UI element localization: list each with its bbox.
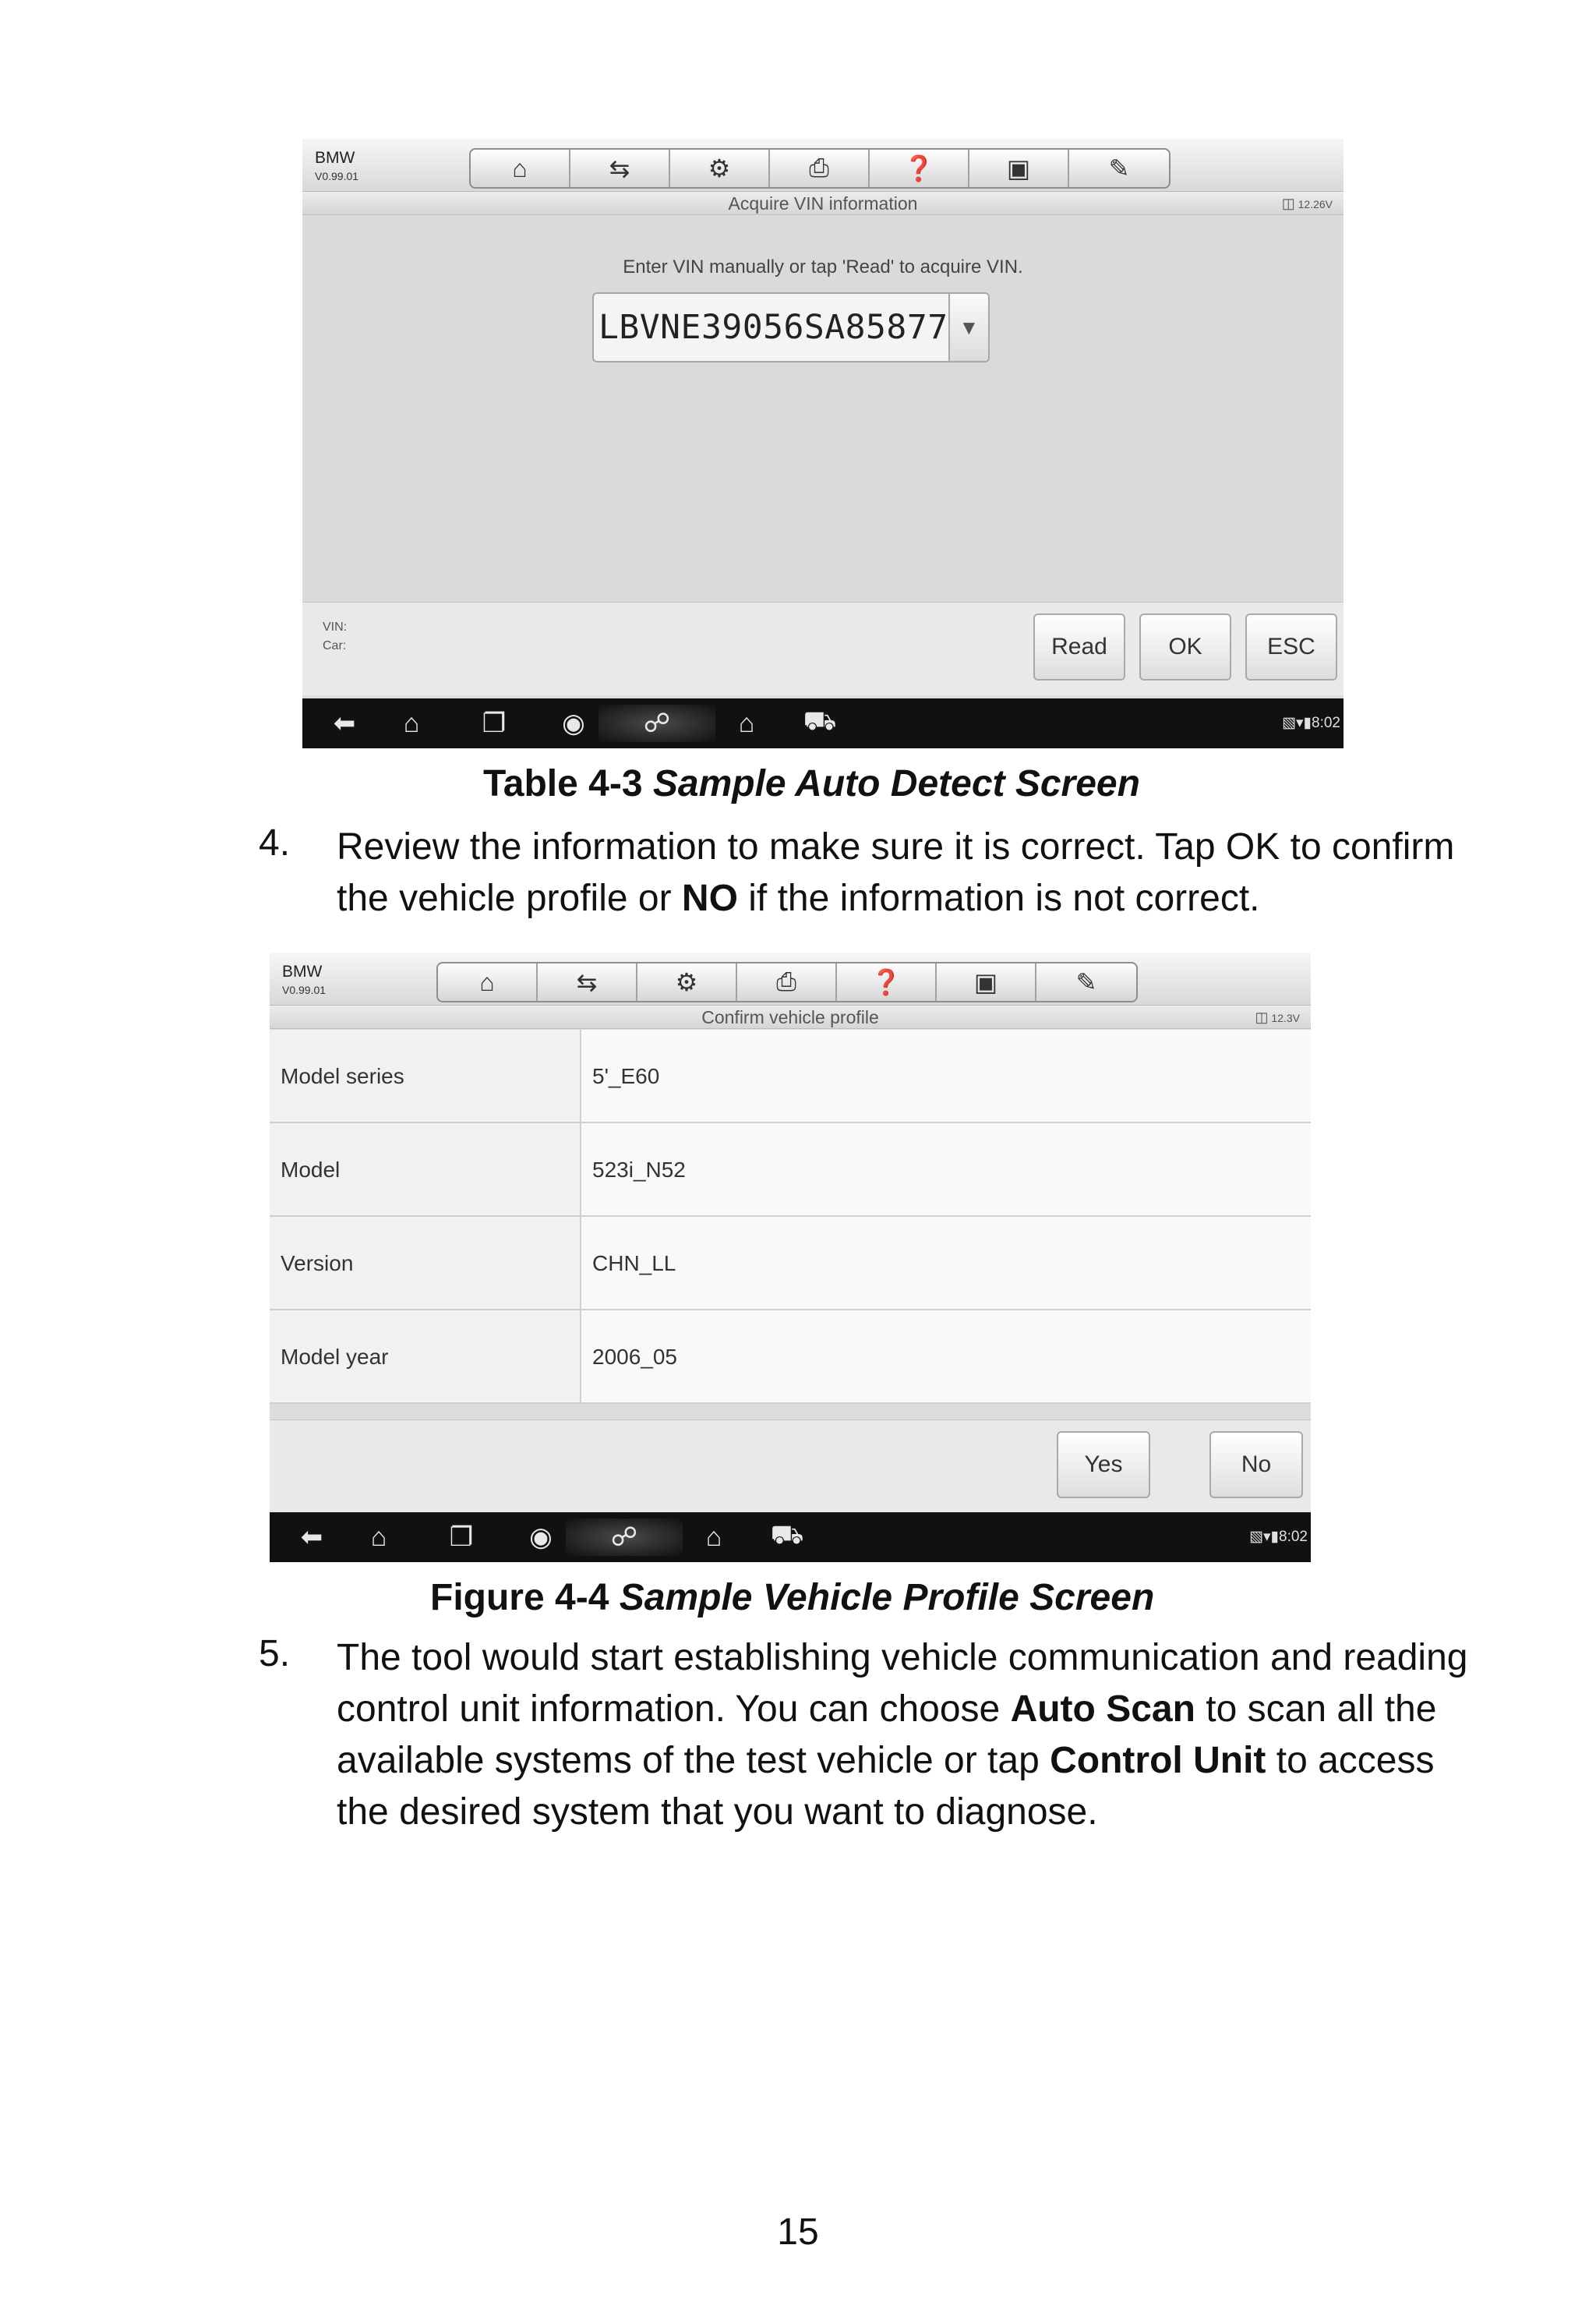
table-row	[270, 1217, 1311, 1310]
brand-block	[282, 963, 326, 995]
vehicle-profile-screenshot	[270, 953, 1311, 1562]
caption-number: Table 4-3	[483, 763, 643, 804]
back-icon[interactable]: ⬅	[300, 1522, 323, 1552]
caption-title: Sample Vehicle Profile Screen	[619, 1577, 1155, 1618]
text-run: control unit information. You can choose	[337, 1688, 1011, 1730]
caption-number: Figure 4-4	[430, 1577, 609, 1618]
vin-value[interactable]: LBVNE39056SA85877	[598, 308, 948, 347]
battery-voltage	[1255, 1006, 1301, 1030]
screen-title: Acquire VIN information	[728, 193, 918, 214]
vehicle-icon[interactable]: ⛟	[803, 706, 837, 736]
caption-title: Sample Auto Detect Screen	[652, 763, 1140, 804]
row-key: Model series	[270, 1030, 581, 1122]
clock: 8:02	[1312, 715, 1340, 731]
save-icon[interactable]: ▣	[969, 150, 1069, 187]
battery-voltage-value: 12.3V	[1271, 1012, 1300, 1024]
battery-icon: ◫	[1281, 196, 1295, 211]
vin-prompt: Enter VIN manually or tap 'Read' to acquire VIN.	[623, 256, 1023, 278]
vci-icon[interactable]: ☍	[566, 1518, 683, 1556]
row-value: 523i_N52	[581, 1123, 1311, 1215]
vehicle-swap-icon[interactable]: ⇆	[538, 963, 637, 1001]
toolbar	[469, 148, 1171, 189]
help-icon[interactable]: ❓	[837, 963, 937, 1001]
step-line	[337, 1735, 1487, 1787]
software-version: V0.99.01	[282, 984, 327, 996]
step-line: the desired system that you want to diagnose.	[337, 1791, 1098, 1833]
yes-button[interactable]: Yes	[1057, 1431, 1150, 1498]
step-line: The tool would start establishing vehicle communication and reading	[337, 1637, 1468, 1678]
screen-title: Confirm vehicle profile	[701, 1007, 879, 1027]
action-footer	[270, 1419, 1311, 1512]
pen-icon[interactable]: ✎	[1075, 968, 1097, 996]
vin-label: VIN:	[323, 620, 348, 634]
printer-icon[interactable]: ⎙	[770, 150, 870, 187]
save-icon[interactable]: ▣	[937, 963, 1036, 1001]
brand-name: BMW	[315, 149, 355, 167]
profile-table	[270, 1030, 1311, 1404]
figure-caption	[430, 1576, 1154, 1619]
android-nav-bar	[302, 698, 1344, 748]
top-bar	[302, 139, 1344, 192]
toolbar	[436, 962, 1138, 1002]
row-value: 2006_05	[581, 1310, 1311, 1402]
home-nav-icon[interactable]: ⌂	[370, 1522, 387, 1552]
screen-title-bar	[302, 192, 1344, 215]
home-icon[interactable]: ⌂	[471, 150, 570, 187]
clock: 8:02	[1279, 1529, 1308, 1545]
row-value: CHN_LL	[581, 1217, 1311, 1309]
text-run: if the information is not correct.	[737, 878, 1260, 919]
step-number: 5.	[259, 1633, 291, 1674]
vehicle-icon[interactable]: ⛟	[770, 1520, 804, 1550]
row-key: Version	[270, 1217, 581, 1309]
action-footer	[302, 602, 1344, 695]
bold-run: Auto Scan	[1010, 1688, 1195, 1730]
table-row	[270, 1030, 1311, 1123]
browser-icon[interactable]: ◉	[562, 709, 585, 738]
battery-icon: ◫	[1255, 1009, 1269, 1025]
table-row	[270, 1123, 1311, 1217]
signal-battery-icon: ▧▾▮	[1282, 715, 1312, 731]
android-nav-bar	[270, 1512, 1311, 1562]
dropdown-arrow-icon[interactable]: ▼	[948, 294, 988, 361]
software-version: V0.99.01	[315, 170, 359, 182]
gear-icon[interactable]: ⚙	[670, 150, 770, 187]
read-button[interactable]: Read	[1033, 613, 1125, 681]
back-icon[interactable]: ⬅	[333, 709, 356, 738]
vin-panel	[302, 216, 1344, 602]
signal-battery-icon: ▧▾▮	[1249, 1529, 1280, 1545]
step-paragraph	[337, 822, 1487, 925]
printer-icon[interactable]: ⎙	[737, 963, 837, 1001]
vci-icon[interactable]: ☍	[598, 705, 715, 742]
brand-name: BMW	[282, 963, 323, 981]
help-icon[interactable]: ❓	[870, 150, 969, 187]
screen-title-bar	[270, 1006, 1311, 1029]
text-run: available systems of the test vehicle or tap	[337, 1740, 1050, 1781]
maxisys-home-icon[interactable]: ⌂	[738, 708, 755, 738]
esc-button[interactable]: ESC	[1245, 613, 1337, 681]
step-number: 4.	[259, 822, 291, 864]
bold-run: Control Unit	[1050, 1740, 1266, 1781]
row-key: Model year	[270, 1310, 581, 1402]
system-status	[1249, 1528, 1308, 1546]
recent-apps-icon[interactable]: ❐	[482, 709, 507, 738]
step-line	[337, 1684, 1487, 1735]
vehicle-swap-icon[interactable]: ⇆	[570, 150, 670, 187]
step-line	[337, 873, 1487, 925]
auto-detect-screenshot	[302, 139, 1344, 748]
bold-run: NO	[681, 878, 738, 919]
maxisys-home-icon[interactable]: ⌂	[705, 1522, 722, 1552]
table-row	[270, 1310, 1311, 1404]
table-caption	[483, 762, 1140, 805]
text-run: to access	[1266, 1740, 1435, 1781]
battery-voltage	[1282, 192, 1333, 216]
row-value: 5'_E60	[581, 1030, 1311, 1122]
brand-block	[315, 150, 358, 182]
gear-icon[interactable]: ⚙	[637, 963, 737, 1001]
ok-button[interactable]: OK	[1139, 613, 1231, 681]
battery-voltage-value: 12.26V	[1298, 198, 1333, 210]
text-run: to scan all the	[1195, 1688, 1437, 1730]
step-line: Review the information to make sure it is correct. Tap OK to confirm	[337, 826, 1455, 868]
row-key: Model	[270, 1123, 581, 1215]
home-icon[interactable]: ⌂	[438, 963, 538, 1001]
no-button[interactable]: No	[1209, 1431, 1303, 1498]
step-paragraph	[337, 1632, 1487, 1838]
home-nav-icon[interactable]: ⌂	[403, 708, 420, 738]
page-number: 15	[777, 2211, 819, 2253]
system-status	[1282, 714, 1340, 732]
car-label: Car:	[323, 639, 347, 652]
browser-icon[interactable]: ◉	[529, 1522, 553, 1552]
pen-icon[interactable]: ✎	[1108, 154, 1130, 182]
vin-car-labels	[323, 618, 347, 656]
text-run: the vehicle profile or	[337, 878, 682, 919]
vin-input[interactable]	[592, 292, 990, 362]
recent-apps-icon[interactable]: ❐	[449, 1522, 474, 1552]
top-bar	[270, 953, 1311, 1006]
